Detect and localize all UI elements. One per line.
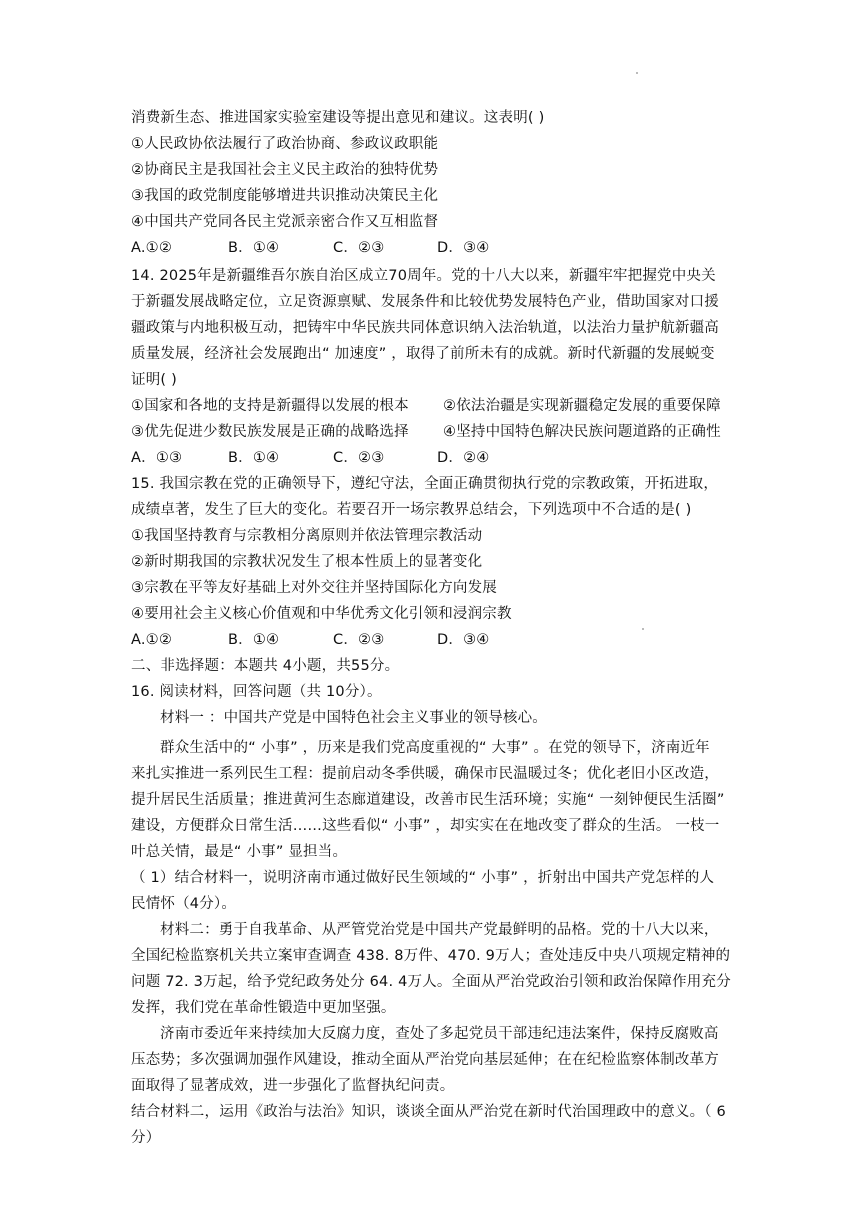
q15-option-c: C．②③: [333, 632, 385, 648]
q16-material2-para2-line-2: 压态势；多次强调加强作风建设，推动全面从严治党向基层延伸；在在纪检监察体制改革方: [131, 1052, 719, 1068]
q16-material1-line-1: 群众生活中的“ 小事” ，历来是我们党高度重视的“ 大事” 。在党的领导下，济南近年: [160, 740, 710, 756]
q13-item-1: ①人民政协依法履行了政治协商、参政议政职能: [131, 136, 439, 152]
q14-items-row-2: [131, 422, 741, 442]
q14-options: [131, 448, 741, 468]
q15-option-b: B．①④: [228, 632, 280, 648]
q14-option-c: C．②③: [333, 450, 385, 466]
q14-option-b: B．①④: [228, 450, 280, 466]
scan-speck: [636, 72, 638, 74]
scan-speck: [642, 628, 644, 630]
q16-question2-line-2: 分）: [131, 1130, 161, 1146]
q14-item-1: ①国家和各地的支持是新疆得以发展的根本: [131, 398, 409, 414]
q14-stem-line-5: 证明( ): [131, 372, 177, 388]
q15-item-2: ②新时期我国的宗教状况发生了根本性质上的显著变化: [131, 554, 483, 570]
q16-material2-para2-line-3: 面取得了显著成效，进一步强化了监督执纪问责。: [131, 1078, 455, 1094]
q15-stem-line-2: 成绩卓著，发生了巨大的变化。若要召开一场宗教界总结会，下列选项中不合适的是( ): [131, 502, 692, 518]
q13-option-c: C．②③: [333, 240, 385, 256]
q16-material2-line-3: 问题 72. 3万起，给予党纪政务处分 64. 4万人。全面从严治党政治引领和政治保障作用充分: [131, 974, 731, 990]
section-heading: 二、非选择题：本题共 4小题，共55分。: [131, 658, 400, 674]
q13-option-b: B．①④: [228, 240, 280, 256]
q16-material1-line-5: 叶总关情，最是“ 小事” 显担当。: [131, 844, 348, 860]
q15-stem-line-1: 15. 我国宗教在党的正确领导下，遵纪守法，全面正确贯彻执行党的宗教政策，开拓进取，: [131, 476, 719, 492]
q16-material2-line-2: 全国纪检监察机关共立案审查调查 438. 8万件、470. 9万人；查处违反中央八项规定精神的: [131, 948, 731, 964]
q14-stem-line-1: 14. 2025年是新疆维吾尔族自治区成立70周年。党的十八大以来，新疆牢牢把握党中央关: [131, 268, 716, 284]
q16-material1-line-4: 建设，方便群众日常生活……这些看似“ 小事” ，却实实在在地改变了群众的生活。 一枝一: [131, 818, 720, 834]
q14-stem-line-2: 于新疆发展战略定位，立足资源禀赋、发展条件和比较优势发展特色产业，借助国家对口援: [131, 294, 719, 310]
q14-items-row-1: [131, 396, 741, 416]
q15-options: [131, 630, 741, 650]
q16-title: 16. 阅读材料，回答问题（共 10分）。: [131, 684, 382, 700]
q14-option-a: A．①③: [131, 450, 183, 466]
q14-item-4: ④坚持中国特色解决民族问题道路的正确性: [443, 424, 721, 440]
q14-item-3: ③优先促进少数民族发展是正确的战略选择: [131, 424, 409, 440]
q13-item-4: ④中国共产党同各民主党派亲密合作又互相监督: [131, 214, 439, 230]
q16-material1-title: 材料一 ：中国共产党是中国特色社会主义事业的领导核心。: [160, 710, 548, 726]
q16-question1-line-2: 民情怀（4分）。: [131, 896, 237, 912]
q14-item-2: ②依法治疆是实现新疆稳定发展的重要保障: [443, 398, 721, 414]
q14-option-d: D．②④: [437, 450, 490, 466]
q15-item-3: ③宗教在平等友好基础上对外交往并坚持国际化方向发展: [131, 580, 497, 596]
q16-material2-line-1: 材料二：勇于自我革命、从严管党治党是中国共产党最鲜明的品格。党的十八大以来，: [160, 922, 719, 938]
q15-option-d: D．③④: [437, 632, 490, 648]
q15-item-4: ④要用社会主义核心价值观和中华优秀文化引领和浸润宗教: [131, 606, 512, 622]
q16-question1-line-1: （ 1）结合材料一，说明济南市通过做好民生领域的“ 小事” ，折射出中国共产党怎样的人: [131, 870, 715, 886]
q13-stem: 消费新生态、推进国家实验室建设等提出意见和建议。这表明( ): [131, 110, 545, 126]
q15-option-a: A.①②: [131, 632, 173, 648]
q16-material1-line-2: 来扎实推进一系列民生工程：提前启动冬季供暖，确保市民温暖过冬；优化老旧小区改造，: [131, 766, 719, 782]
q13-item-3: ③我国的政党制度能够增进共识推动决策民主化: [131, 188, 439, 204]
q13-item-2: ②协商民主是我国社会主义民主政治的独特优势: [131, 162, 439, 178]
q13-options: [131, 238, 741, 258]
q13-option-d: D．③④: [437, 240, 490, 256]
q16-material2-para2-line-1: 济南市委近年来持续加大反腐力度，查处了多起党员干部违纪违法案件，保持反腐败高: [160, 1026, 719, 1042]
q15-item-1: ①我国坚持教育与宗教相分离原则并依法管理宗教活动: [131, 528, 483, 544]
q13-option-a: A.①②: [131, 240, 173, 256]
q14-stem-line-3: 疆政策与内地积极互动，把铸牢中华民族共同体意识纳入法治轨道，以法治力量护航新疆高: [131, 320, 719, 336]
q16-material1-line-3: 提升居民生活质量；推进黄河生态廊道建设，改善市民生活环境；实施“ 一刻钟便民生活圈”: [131, 792, 725, 808]
q16-question2-line-1: 结合材料二，运用《政治与法治》知识，谈谈全面从严治党在新时代治国理政中的意义。（ 6: [131, 1104, 726, 1120]
q14-stem-line-4: 质量发展，经济社会发展跑出“ 加速度” ，取得了前所未有的成就。新时代新疆的发展蜕变: [131, 346, 715, 362]
q16-material2-line-4: 发挥，我们党在革命性锻造中更加坚强。: [131, 1000, 396, 1016]
